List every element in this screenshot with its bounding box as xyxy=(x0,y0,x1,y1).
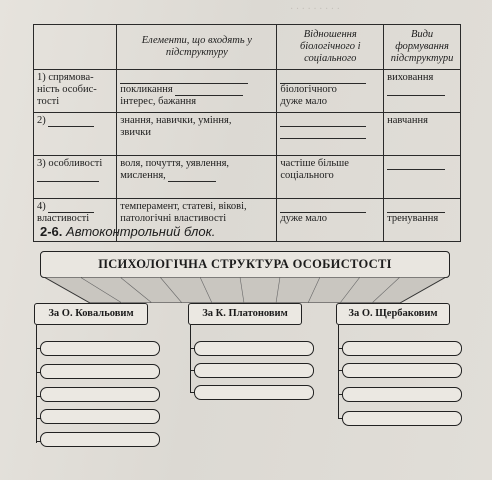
answer-slot[interactable] xyxy=(40,387,160,402)
answer-slot[interactable] xyxy=(194,341,314,356)
answer-slot[interactable] xyxy=(40,364,160,379)
diagram-connector-fan xyxy=(40,277,450,303)
diagram-stem xyxy=(190,325,191,393)
row-elements xyxy=(117,70,277,113)
row-elements-text: покликання xyxy=(120,84,173,95)
row-form-text: навчання xyxy=(387,115,428,126)
row-elements-text: темперамент, статеві, вікові, xyxy=(120,201,247,212)
diagram-stem xyxy=(338,325,339,419)
row-elements-text: мислення, xyxy=(120,170,166,181)
row-ratio-text: дуже мало xyxy=(280,213,328,224)
section-heading xyxy=(40,224,215,239)
answer-slot[interactable] xyxy=(342,341,462,356)
row-ratio-text: біологічного xyxy=(280,84,337,95)
header-blank xyxy=(34,25,117,70)
fill-blank xyxy=(280,74,366,84)
row-elements xyxy=(117,113,277,156)
fill-blank xyxy=(387,203,445,213)
author-box-kovalyov: За О. Ковальовим xyxy=(34,303,148,325)
row-ratio xyxy=(277,199,384,242)
row-label xyxy=(34,113,117,156)
row-elements-text: звички xyxy=(120,127,151,138)
row-form xyxy=(384,113,461,156)
row-form-text: тренування xyxy=(387,213,439,224)
fill-blank xyxy=(387,160,445,170)
personality-substructure-table xyxy=(33,24,461,242)
row-label-text: 3) особливості xyxy=(37,158,103,169)
section-number: 2-6. xyxy=(40,224,63,239)
fill-blank xyxy=(120,74,248,84)
row-label: 1) спрямова-ність особис-тості xyxy=(34,70,117,113)
fill-blank xyxy=(387,86,445,96)
answer-slot[interactable] xyxy=(342,363,462,378)
fill-blank xyxy=(48,117,94,127)
row-form xyxy=(384,70,461,113)
table-row xyxy=(34,156,461,199)
fill-blank xyxy=(280,129,366,139)
fill-blank xyxy=(48,203,94,213)
answer-slot[interactable] xyxy=(194,385,314,400)
header-forms: Види формування підструктури xyxy=(384,25,461,70)
author-box-platonov: За К. Платоновим xyxy=(188,303,302,325)
header-elements: Елементи, що входять у підструктуру xyxy=(117,25,277,70)
table-row xyxy=(34,113,461,156)
header-ratio: Відношення біологічного і соціального xyxy=(277,25,384,70)
row-ratio xyxy=(277,113,384,156)
row-ratio-text: соціального xyxy=(280,170,334,181)
row-form xyxy=(384,156,461,199)
answer-slot[interactable] xyxy=(342,387,462,402)
table-header-row xyxy=(34,25,461,70)
answer-slot[interactable] xyxy=(342,411,462,426)
row-ratio xyxy=(277,70,384,113)
answer-slot[interactable] xyxy=(194,363,314,378)
answer-slot[interactable] xyxy=(40,341,160,356)
answer-slot[interactable] xyxy=(40,409,160,424)
row-ratio-text: частіше більше xyxy=(280,158,349,169)
fill-blank xyxy=(280,117,366,127)
fill-blank xyxy=(175,86,243,96)
row-elements-text: інтерес, бажання xyxy=(120,96,197,107)
row-elements-text: воля, почуття, уявлення, xyxy=(120,158,230,169)
row-elements xyxy=(117,156,277,199)
row-label-text: 2) xyxy=(37,115,46,126)
row-ratio xyxy=(277,156,384,199)
row-elements-text: патологічні властивості xyxy=(120,213,227,224)
answer-slot[interactable] xyxy=(40,432,160,447)
row-form-text: виховання xyxy=(387,72,434,83)
diagram-stem xyxy=(36,325,37,443)
fill-blank xyxy=(280,203,366,213)
row-label-text: 4) xyxy=(37,201,46,212)
fill-blank xyxy=(37,172,99,182)
row-ratio-text: дуже мало xyxy=(280,96,328,107)
bleed-through-text: · · · · · · · · · xyxy=(290,4,340,15)
diagram-main-box: ПСИХОЛОГІЧНА СТРУКТУРА ОСОБИСТОСТІ xyxy=(40,251,450,278)
row-label xyxy=(34,156,117,199)
section-title: Автоконтрольний блок. xyxy=(66,224,216,239)
row-form xyxy=(384,199,461,242)
row-label-text: властивості xyxy=(37,213,90,224)
row-elements-text: знання, навички, уміння, xyxy=(120,115,232,126)
fill-blank xyxy=(168,172,216,182)
table-row xyxy=(34,70,461,113)
author-box-shcherbakov: За О. Щербаковим xyxy=(336,303,450,325)
